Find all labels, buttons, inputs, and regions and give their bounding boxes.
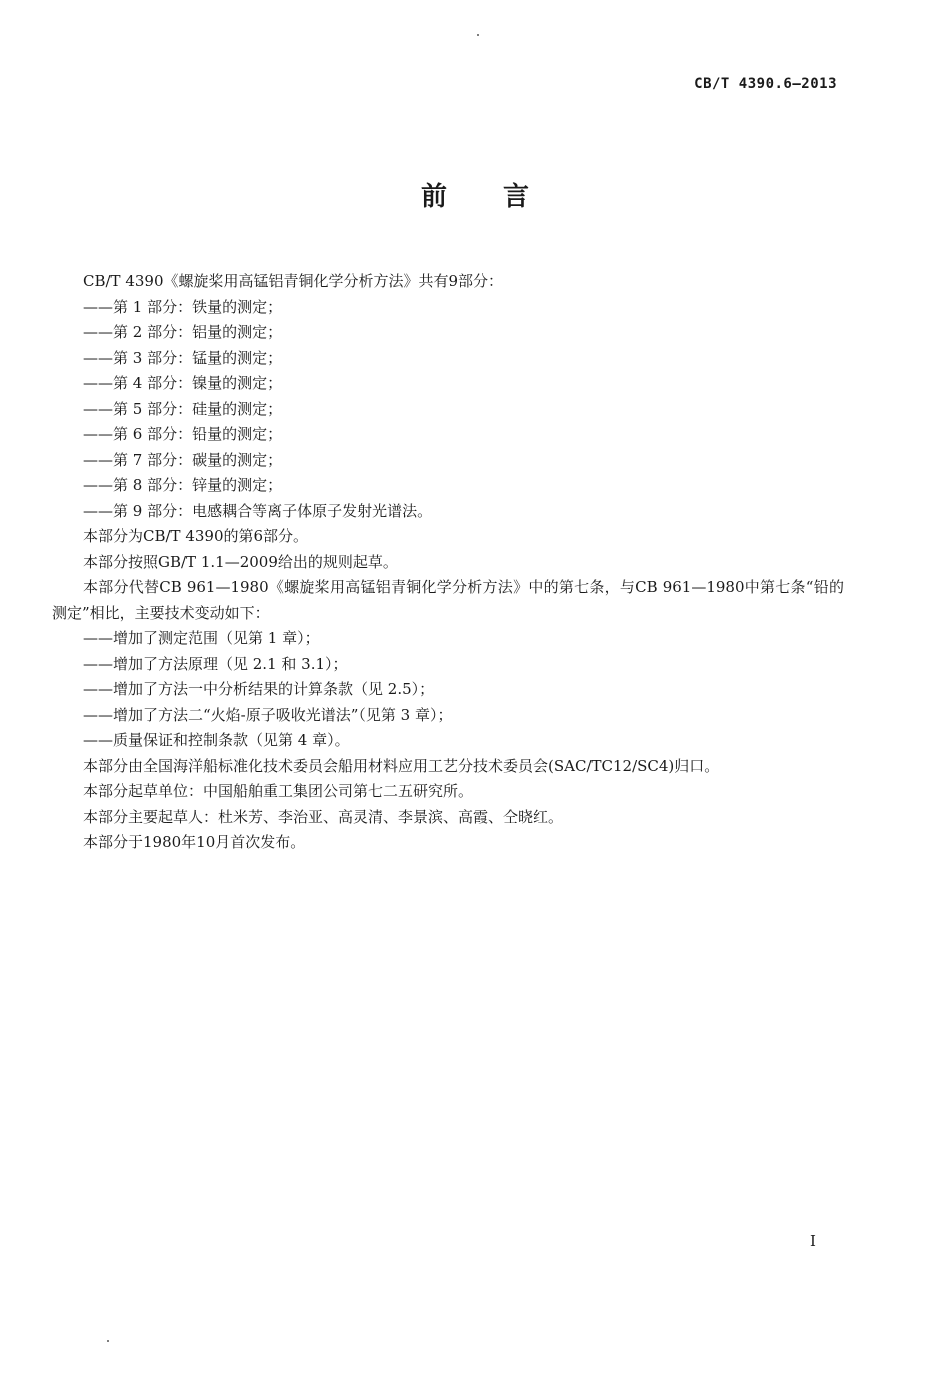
- list-item-part-1: ——第 1 部分：铁量的测定；: [83, 297, 283, 316]
- list-item-change-2: ——增加了方法原理（见 2.1 和 3.1）；: [83, 654, 348, 673]
- list-item-part-8: ——第 8 部分：锌量的测定；: [83, 476, 283, 494]
- paragraph-intro: CB/T 4390《螺旋桨用高锰铝青铜化学分析方法》共有9部分：: [83, 272, 504, 290]
- paragraph-proposed-by: 本部分由全国海洋船标准化技术委员会船用材料应用工艺分技术委员会(SAC/TC12/SC4)归口。: [83, 756, 720, 775]
- list-item-part-2: ——第 2 部分：铝量的测定；: [83, 323, 283, 341]
- paragraph-first-release: 本部分于1980年10月首次发布。: [83, 833, 306, 851]
- paragraph-drafting-unit: 本部分起草单位：中国船舶重工集团公司第七二五研究所。: [83, 782, 474, 800]
- paragraph-part-statement: 本部分为CB/T 4390的第6部分。: [83, 527, 309, 545]
- list-item-change-5: ——质量保证和控制条款（见第 4 章）。: [83, 731, 350, 749]
- list-item-part-5: ——第 5 部分：硅量的测定；: [83, 399, 283, 418]
- paragraph-drafting-rules: 本部分按照GB/T 1.1—2009给出的规则起草。: [83, 552, 398, 571]
- scan-speck-bottom: [107, 1340, 109, 1342]
- scan-speck-top: [477, 34, 479, 36]
- list-item-part-6: ——第 6 部分：铅量的测定；: [83, 425, 283, 443]
- standard-code: CB/T 4390.6—2013: [694, 76, 837, 92]
- page-number: I: [810, 1232, 816, 1250]
- list-item-change-3: ——增加了方法一中分析结果的计算条款（见 2.5）；: [83, 680, 435, 698]
- paragraph-drafters: 本部分主要起草人：杜米芳、李治亚、高灵清、李景滨、高霞、仝晓红。: [83, 807, 564, 826]
- paragraph-replaces: 本部分代替CB 961—1980《螺旋桨用高锰铝青铜化学分析方法》中的第七条，与CB 961—1980中第七条“铅的测定”相比，主要技术变动如下：: [52, 578, 844, 622]
- list-item-part-9: ——第 9 部分：电感耦合等离子体原子发射光谱法。: [83, 501, 433, 520]
- list-item-part-7: ——第 7 部分：碳量的测定；: [83, 450, 283, 469]
- list-item-part-3: ——第 3 部分：锰量的测定；: [83, 348, 283, 367]
- page-title: 前言: [420, 182, 585, 212]
- list-item-part-4: ——第 4 部分：镍量的测定；: [83, 374, 283, 392]
- foreword-body: [52, 269, 844, 856]
- list-item-change-1: ——增加了测定范围（见第 1 章）；: [83, 629, 320, 647]
- list-item-change-4: ——增加了方法二“火焰-原子吸收光谱法”（见第 3 章）；: [83, 705, 453, 724]
